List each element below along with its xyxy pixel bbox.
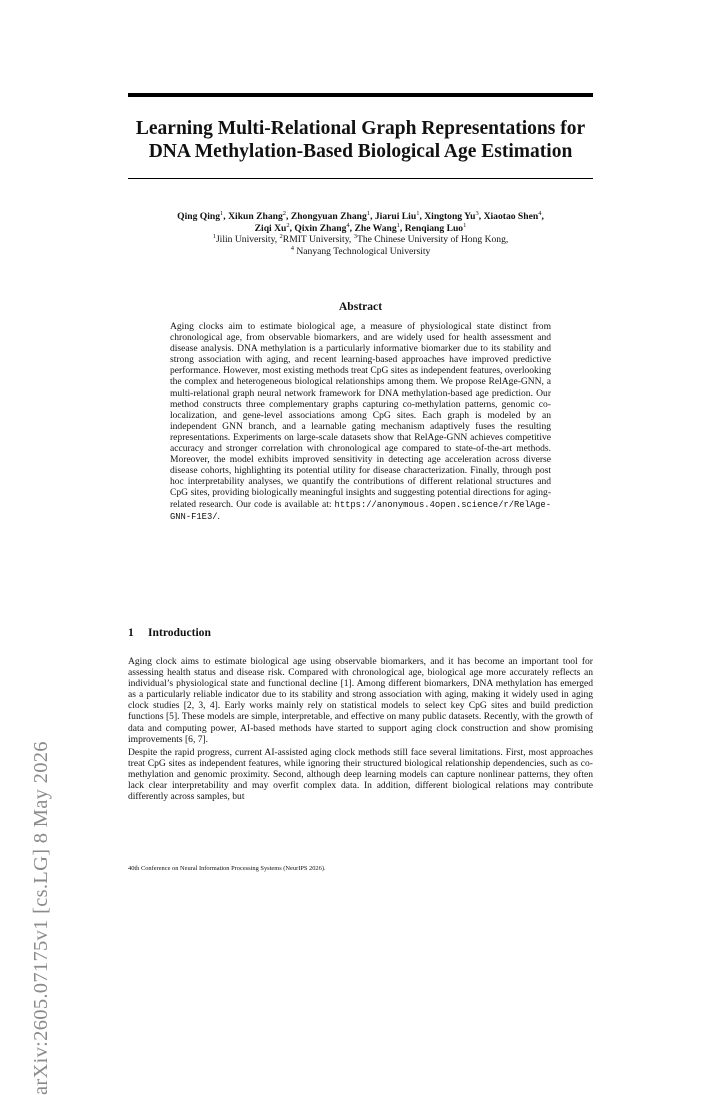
- affiliations: $^1$Jilin University, $^2$RMIT University, $^3$The Chinese University of Hong Kong, $^4$ Nanyang Technological University: [212, 232, 509, 257]
- section-title: Introduction: [148, 626, 211, 639]
- author: Zhe Wang: [354, 222, 397, 234]
- author: Jiarui Liu: [374, 211, 417, 222]
- title-line-1: Learning Multi-Relational Graph Representations for: [135, 118, 586, 139]
- conference-footnote: 40th Conference on Neural Information Processing Systems (NeurIPS 2026).: [128, 865, 326, 872]
- abstract-body: Aging clocks aim to estimate biological age, a measure of physiological state distinct from chronological age, from observable biomarkers, and are widely used for health assessment and disease analysis. DNA methylation is a particularly informative biomarker due to its stability and strong association with aging, and recent learning-based approaches have improved predictive performance. However, most existing methods treat CpG sites as independent features, overlooking the complex and heterogeneous biological relationships among them. We propose RelAge-GNN, a multi-relational graph neural network framework for DNA methylation-based age prediction. Our method constructs three complementary graphs capturing co-methylation patterns, genomic co-localization, and gene-level associations among CpG sites. Each graph is modeled by an independent GNN branch, and a learnable gating mechanism adaptively fuses the resulting representations. Experiments on large-scale datasets show that RelAge-GNN achieves competitive accuracy and stronger correlation with chronological age compared to state-of-the-art methods. Moreover, the model exhibits improved sensitivity in detecting age acceleration across diverse disease cohorts, highlighting its potential utility for disease characterization. Finally, through post hoc interpretability analyses, we quantify the contributions of different relational structures and CpG sites, providing biologically meaningful insights and suggesting potential directions for aging-related research. Our code is available at: https://anonymous.4open.science/r/RelAge-GNN-F1E3/.: [170, 321, 551, 522]
- author: Qixin Zhang: [294, 222, 347, 234]
- paper-title: [118, 117, 603, 163]
- title-line-2: DNA Methylation-Based Biological Age Estimation: [148, 141, 573, 162]
- author: Qing Qing: [177, 211, 221, 222]
- author: Ziqi Xu: [254, 222, 287, 234]
- code-link[interactable]: https://anonymous.4open.science/r/RelAge-GNN-F1E3/: [170, 499, 551, 522]
- intro-paragraph-1: Aging clock aims to estimate biological age using observable biomarkers, and it has become an important tool for assessing health status and disease risk. Compared with chronological age, biological age more accurately reflects an individual’s physiological state and functional decline [1]. Among different biomarkers, DNA methylation has emerged as a particularly reliable indicator due to its stability and strong association with aging, making it widely used in aging clock studies [2, 3, 4]. Early works mainly rely on statistical models to select key CpG sites and build prediction functions [5]. These models are simple, interpretable, and effective on many public datasets. Recently, with the growth of data and computing power, AI-based methods have started to support aging clock construction and show promising improvements [6, 7].: [128, 656, 593, 745]
- author-names: Qing Qing$^1$, Xikun Zhang$^2$, Zhongyuan Zhang$^1$, Jiarui Liu$^1$, Xingtong Yu$^3$, Xiaotao Shen$^4$, Ziqi Xu$^2$, Qixin Zhang$^4$, Zhe Wang$^1$, Renqiang Luo$^1$: [177, 209, 544, 234]
- author: Renqiang Luo: [404, 222, 464, 234]
- author: Zhongyuan Zhang: [290, 211, 367, 222]
- author: Xingtong Yu: [424, 211, 476, 222]
- title-top-rule: [128, 93, 593, 97]
- abstract-heading: Abstract: [338, 300, 383, 313]
- author-block: [128, 211, 593, 257]
- intro-paragraph-2: Despite the rapid progress, current AI-assisted aging clock methods still face several limitations. First, most approaches treat CpG sites as independent features, while ignoring their structured biological relationship dependencies, such as co-methylation and genomic proximity. Second, although deep learning models can capture nonlinear patterns, they often lack clear interpretability and may overfit complex data. In addition, different biological relations may contribute differently across samples, but: [128, 747, 593, 803]
- author: Xiaotao Shen: [483, 211, 539, 222]
- abstract-text: Aging clocks aim to estimate biological age, a measure of physiological state distinct from chronological age, from observable biomarkers, and are widely used for health assessment and disease analysis. DNA methylation is a particularly informative biomarker due to its stability and strong association with aging, and recent learning-based approaches have improved predictive performance. However, most existing methods treat CpG sites as independent features, overlooking the complex and heterogeneous biological relationships among them. We propose RelAge-GNN, a multi-relational graph neural network framework for DNA methylation-based age prediction. Our method constructs three complementary graphs capturing co-methylation patterns, genomic co-localization, and gene-level associations among CpG sites. Each graph is modeled by an independent GNN branch, and a learnable gating mechanism adaptively fuses the resulting representations. Experiments on large-scale datasets show that RelAge-GNN achieves competitive accuracy and stronger correlation with chronological age compared to state-of-the-art methods. Moreover, the model exhibits improved sensitivity in detecting age acceleration across diverse disease cohorts, highlighting its potential utility for disease characterization. Finally, through post hoc interpretability analyses, we quantify the contributions of different relational structures and CpG sites, providing biologically meaningful insights and suggesting potential directions for aging-related research. Our code is available at:: [170, 321, 551, 510]
- author: Xikun Zhang: [228, 211, 283, 222]
- section-number: 1: [128, 626, 134, 639]
- section-heading: [128, 626, 211, 639]
- arxiv-identifier: arXiv:2605.07175v1 [cs.LG] 8 May 2026: [30, 741, 52, 1095]
- title-bottom-rule: [128, 178, 593, 179]
